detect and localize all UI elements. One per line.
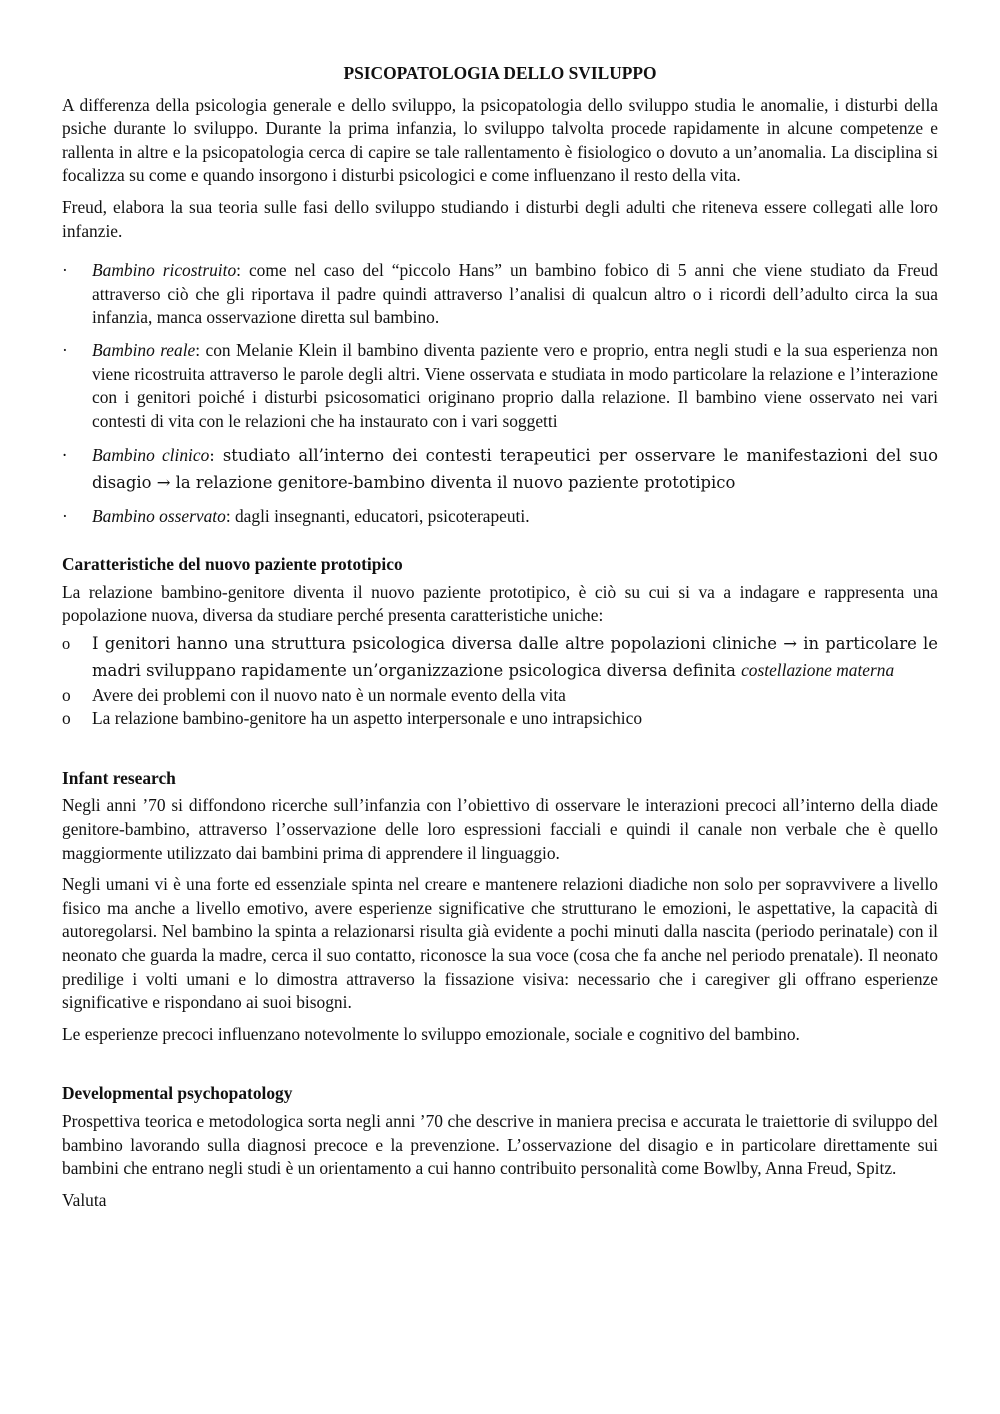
section-heading: Infant research	[62, 767, 176, 788]
section-paragraph: Le esperienze precoci influenzano notevolmente lo sviluppo emozionale, sociale e cognitivo del bambino.	[62, 1023, 800, 1044]
list-item-term: Bambino ricostruito	[92, 260, 237, 281]
section-heading: Developmental psychopatology	[62, 1083, 293, 1104]
section-prototypical-patient	[62, 553, 938, 731]
page-title: PSICOPATOLOGIA DELLO SVILUPPO	[343, 63, 657, 83]
list-item	[62, 442, 938, 496]
section-paragraph: Prospettiva teorica e metodologica sorta negli anni ’70 che descrive in maniera precisa e accurata le traiettorie di sviluppo del bambino lavorando sulla diagnosi precoce e la prevenzione. L’osservazione del disagio e in particolare direttamente sui bambini che entrano negli studi è un orientamento a cui hanno contribuito personalità come Bowlby, Anna Freud, Spitz.	[62, 1111, 938, 1179]
bullet-marker: o	[62, 708, 71, 729]
bullet-marker: ·	[62, 506, 68, 527]
list-item-text: Avere dei problemi con il nuovo nato è un normale evento della vita	[92, 684, 566, 705]
list-item-text: La relazione bambino-genitore ha un aspetto interpersonale e uno intrapsichico	[92, 708, 643, 729]
child-types-list	[62, 259, 938, 529]
list-item-term: Bambino clinico	[92, 445, 210, 466]
list-item-text: : studiato all’interno dei contesti terapeutici per osservare le manifestazioni del suo disagio → la relazione genitore-bambino diventa il nuovo paziente prototipico	[92, 446, 939, 493]
list-item-text: : con Melanie Klein il bambino diventa paziente vero e proprio, entra negli studi e la sua esperienza non viene ricostruita attraverso le parole degli altri. Viene osservata e studiata in modo particolare la relazione e l’interazione con i genitori poiché i disturbi psicosomatici originano proprio dalla relazione. Il bambino viene osservato nei vari contesti di vita con le relazioni che ha instaurato con i vari soggetti	[92, 339, 938, 431]
section-paragraph: Negli anni ’70 si diffondono ricerche sull’infanzia con l’obiettivo di osservare le interazioni precoci all’interno della diade genitore-bambino, attraverso l’osservazione delle loro espressioni facciali e quindi il canale non verbale che è quello maggiormente utilizzato dai bambini prima di apprendere il linguaggio.	[62, 795, 938, 863]
bullet-marker: o	[62, 633, 71, 653]
list-item-term: Bambino reale	[92, 339, 196, 360]
bullet-marker: ·	[62, 446, 68, 466]
list-item	[62, 684, 938, 708]
section-paragraph: Negli umani vi è una forte ed essenziale spinta nel creare e mantenere relazioni diadiche non solo per sopravvivere a livello fisico ma anche a livello emotivo, avere esperienze significative che strutturano le emozioni, le aspettative, la capacità di autoregolarsi. Nel bambino la spinta a relazionarsi risulta già evidente a pochi minuti dalla nascita (periodo perinatale) con il neonato che guarda la madre, cerca il suo contatto, riconosce la sua voce (cosa che fa anche nel periodo prenatale). Il neonato predilige i volti umani e lo dimostra attraverso la fissazione visiva: necessario che i caregiver gli offrano esperienze significative e rispondano ai suoi bisogni.	[62, 874, 938, 1013]
section-paragraph: La relazione bambino-genitore diventa il nuovo paziente prototipico, è ciò su cui si va a indagare e rappresenta una popolazione nuova, diversa da studiare perché presenta caratteristiche uniche:	[62, 581, 938, 626]
list-item-text: : come nel caso del “piccolo Hans” un bambino fobico di 5 anni che viene studiato da Freud attraverso ciò che gli riportava il padre quindi attraverso l’analisi di qualcun altro o i ricordi dell’adulto circa la sua infanzia, manca osservazione diretta sul bambino.	[92, 260, 938, 328]
section-developmental-psychopathology	[62, 1082, 938, 1212]
bullet-marker: ·	[62, 339, 68, 360]
section-paragraph: Valuta	[62, 1189, 107, 1210]
bullet-marker: o	[62, 684, 71, 705]
intro-paragraph: Freud, elabora la sua teoria sulle fasi dello sviluppo studiando i disturbi degli adulti che riteneva essere collegati alle loro infanzie.	[62, 196, 938, 241]
characteristics-list	[62, 630, 938, 731]
list-item-italic: costellazione materna	[741, 659, 895, 680]
section-infant-research	[62, 767, 938, 1047]
list-item	[62, 707, 938, 731]
bullet-marker: ·	[62, 260, 68, 281]
list-item-text: : dagli insegnanti, educatori, psicoterapeuti.	[225, 506, 530, 527]
intro-paragraph: A differenza della psicologia generale e dello sviluppo, la psicopatologia dello sviluppo studia le anomalie, i disturbi della psiche durante lo sviluppo. Durante la prima infanzia, lo sviluppo talvolta procede rapidamente in alcune competenze e rallenta in altre e la psicopatologia cerca di capire se tale rallentamento è fisiologico o dovuto a un’anomalia. La disciplina si focalizza su come e quando insorgono i disturbi psicologici e come influenzano il resto della vita.	[62, 94, 938, 186]
list-item-term: Bambino osservato	[92, 506, 226, 527]
list-item	[62, 630, 938, 684]
section-heading: Caratteristiche del nuovo paziente prototipico	[62, 553, 403, 574]
list-item	[62, 259, 938, 330]
list-item	[62, 339, 938, 433]
list-item	[62, 505, 938, 529]
list-item-text: I genitori hanno una struttura psicologica diversa dalle altre popolazioni cliniche → in particolare le madri sviluppano rapidamente un’organizzazione psicologica diversa definita	[92, 633, 938, 680]
